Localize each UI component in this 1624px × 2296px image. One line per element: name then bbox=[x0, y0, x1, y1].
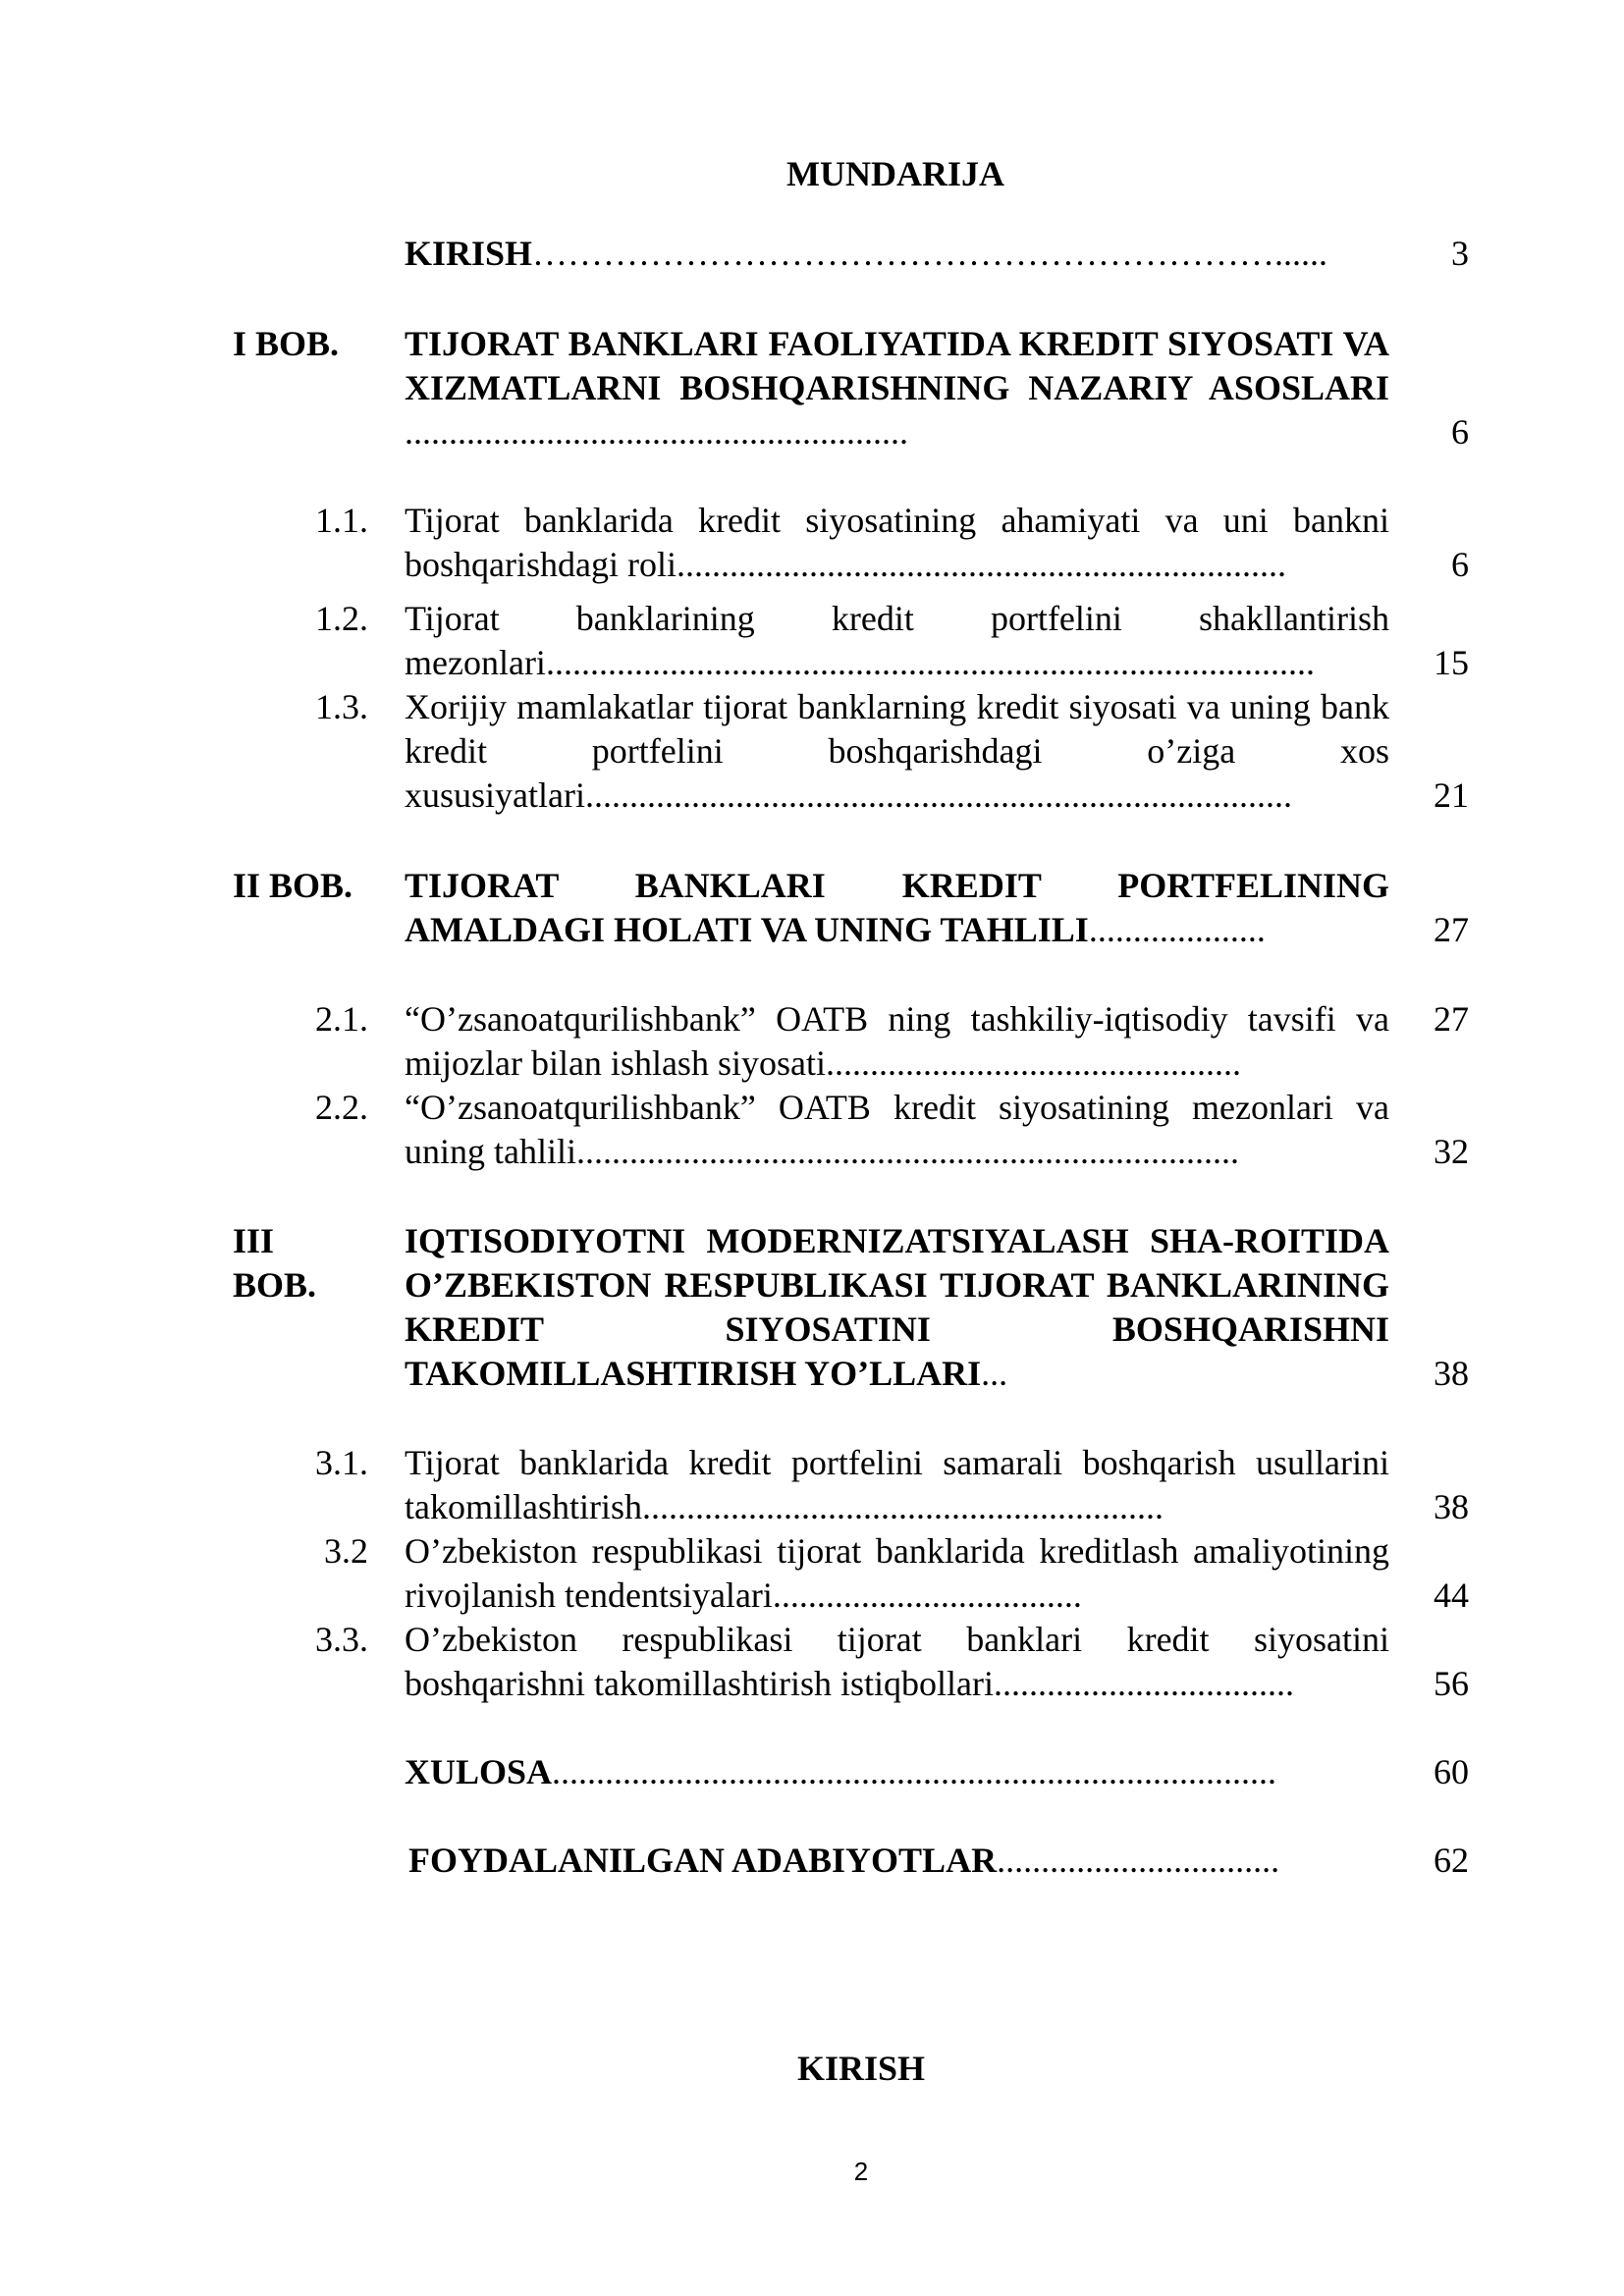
section-number: 3.1. bbox=[315, 1443, 368, 1482]
page-number: 2 bbox=[853, 2157, 869, 2186]
toc-page-number: 38 bbox=[1434, 1354, 1469, 1393]
toc-leader-dots: ........................................................................... bbox=[576, 1132, 1239, 1171]
section-number: 2.1. bbox=[315, 999, 368, 1039]
toc-entry-title: O’zbekiston respublikasi tijorat banklari kredit siyosatini boshqarishni takomillashtirish istiqbollari bbox=[405, 1620, 1389, 1703]
next-section-title: KIRISH bbox=[796, 2049, 926, 2088]
toc-entry-title: FOYDALANILGAN ADABIYOTLAR bbox=[408, 1841, 998, 1880]
toc-page-number: 32 bbox=[1434, 1132, 1469, 1171]
toc-entry-title: O’zbekiston respublikasi tijorat banklarida kreditlash amaliyotining rivojlanish tendentsiyalari bbox=[405, 1531, 1389, 1615]
toc-leader-dots: ......................................................... bbox=[405, 412, 908, 452]
toc-page-number: 27 bbox=[1434, 999, 1469, 1039]
toc-page-number: 6 bbox=[1451, 412, 1469, 452]
toc-entry-title: Tijorat banklarida kredit portfelini samarali boshqarish usullarini takomillashtirish bbox=[405, 1443, 1389, 1526]
toc-leader-dots: ................................................................................ bbox=[584, 775, 1292, 815]
section-number: 1.3. bbox=[315, 687, 368, 726]
toc-leader-dots: ... bbox=[981, 1354, 1008, 1393]
toc-page-number: 3 bbox=[1451, 234, 1469, 273]
toc-entry-title: “O’zsanoatqurilishbank” OATB ning tashkiliy-iqtisodiy tavsifi va mijozlar bilan ishlash siyosati bbox=[405, 999, 1389, 1083]
toc-entry-title: XULOSA bbox=[405, 1752, 553, 1791]
toc-leader-dots: ................................ bbox=[997, 1841, 1280, 1880]
toc-leader-dots: ....................................................................................... bbox=[545, 643, 1315, 682]
toc-entry-title: TIJORAT BANKLARI KREDIT PORTFELINING AMALDAGI HOLATI VA UNING TAHLILI bbox=[405, 866, 1389, 949]
toc-entry-title: Tijorat banklarining kredit portfelini shakllantirish mezonlari bbox=[405, 599, 1389, 682]
toc-leader-dots: ................................... bbox=[772, 1575, 1082, 1615]
toc-page-number: 6 bbox=[1451, 545, 1469, 584]
toc-page-number: 56 bbox=[1434, 1664, 1469, 1703]
toc-leader-dots: ............................................... bbox=[825, 1043, 1241, 1083]
section-number: 2.2. bbox=[315, 1088, 368, 1127]
toc-leader-dots: ..................................................................... bbox=[676, 545, 1286, 584]
toc-leader-dots: ………………………………………………………...... bbox=[532, 234, 1328, 273]
toc-leader-dots: ........................................................... bbox=[641, 1487, 1164, 1526]
chapter-number: I BOB. bbox=[233, 324, 340, 363]
toc-page-number: 15 bbox=[1434, 643, 1469, 682]
toc-entry-title: TIJORAT BANKLARI FAOLIYATIDA KREDIT SIYOSATI VA XIZMATLARNI BOSHQARISHNING NAZARIY ASOSLARI bbox=[405, 324, 1389, 407]
chapter-number: II BOB. bbox=[233, 866, 353, 905]
toc-page-number: 44 bbox=[1434, 1575, 1469, 1615]
toc-page-number: 60 bbox=[1434, 1752, 1469, 1791]
chapter-number: III BOB. bbox=[233, 1221, 317, 1305]
toc-leader-dots: .................... bbox=[1088, 910, 1266, 949]
toc-entry-title: KIRISH bbox=[405, 234, 533, 273]
section-number: 1.2. bbox=[315, 599, 368, 638]
toc-title: MUNDARIJA bbox=[786, 154, 1004, 193]
toc-leader-dots: .................................. bbox=[993, 1664, 1294, 1703]
toc-page-number: 27 bbox=[1434, 910, 1469, 949]
toc-entry-title: Xorijiy mamlakatlar tijorat banklarning kredit siyosati va uning bank kredit portfelini boshqarishdagi o’ziga xos xususiyatlari bbox=[405, 687, 1389, 815]
toc-page-number: 62 bbox=[1434, 1841, 1469, 1880]
section-number: 3.2 bbox=[324, 1531, 368, 1571]
toc-entry-title: Tijorat banklarida kredit siyosatining ahamiyati va uni bankni boshqarishdagi roli bbox=[405, 501, 1389, 584]
section-number: 1.1. bbox=[315, 501, 368, 540]
toc-entry-title: “O’zsanoatqurilishbank” OATB kredit siyosatining mezonlari va uning tahlili bbox=[405, 1088, 1389, 1171]
toc-page-number: 38 bbox=[1434, 1487, 1469, 1526]
toc-entry-title: IQTISODIYOTNI MODERNIZATSIYALASH SHA-ROITIDA O’ZBEKISTON RESPUBLIKASI TIJORAT BANKLARINING KREDIT SIYOSATINI BOSHQARISHNI TAKOMILLASHTIRISH YO’LLARI bbox=[405, 1221, 1389, 1393]
toc-page-number: 21 bbox=[1434, 775, 1469, 815]
toc-leader-dots: .................................................................................. bbox=[552, 1752, 1277, 1791]
section-number: 3.3. bbox=[315, 1620, 368, 1659]
